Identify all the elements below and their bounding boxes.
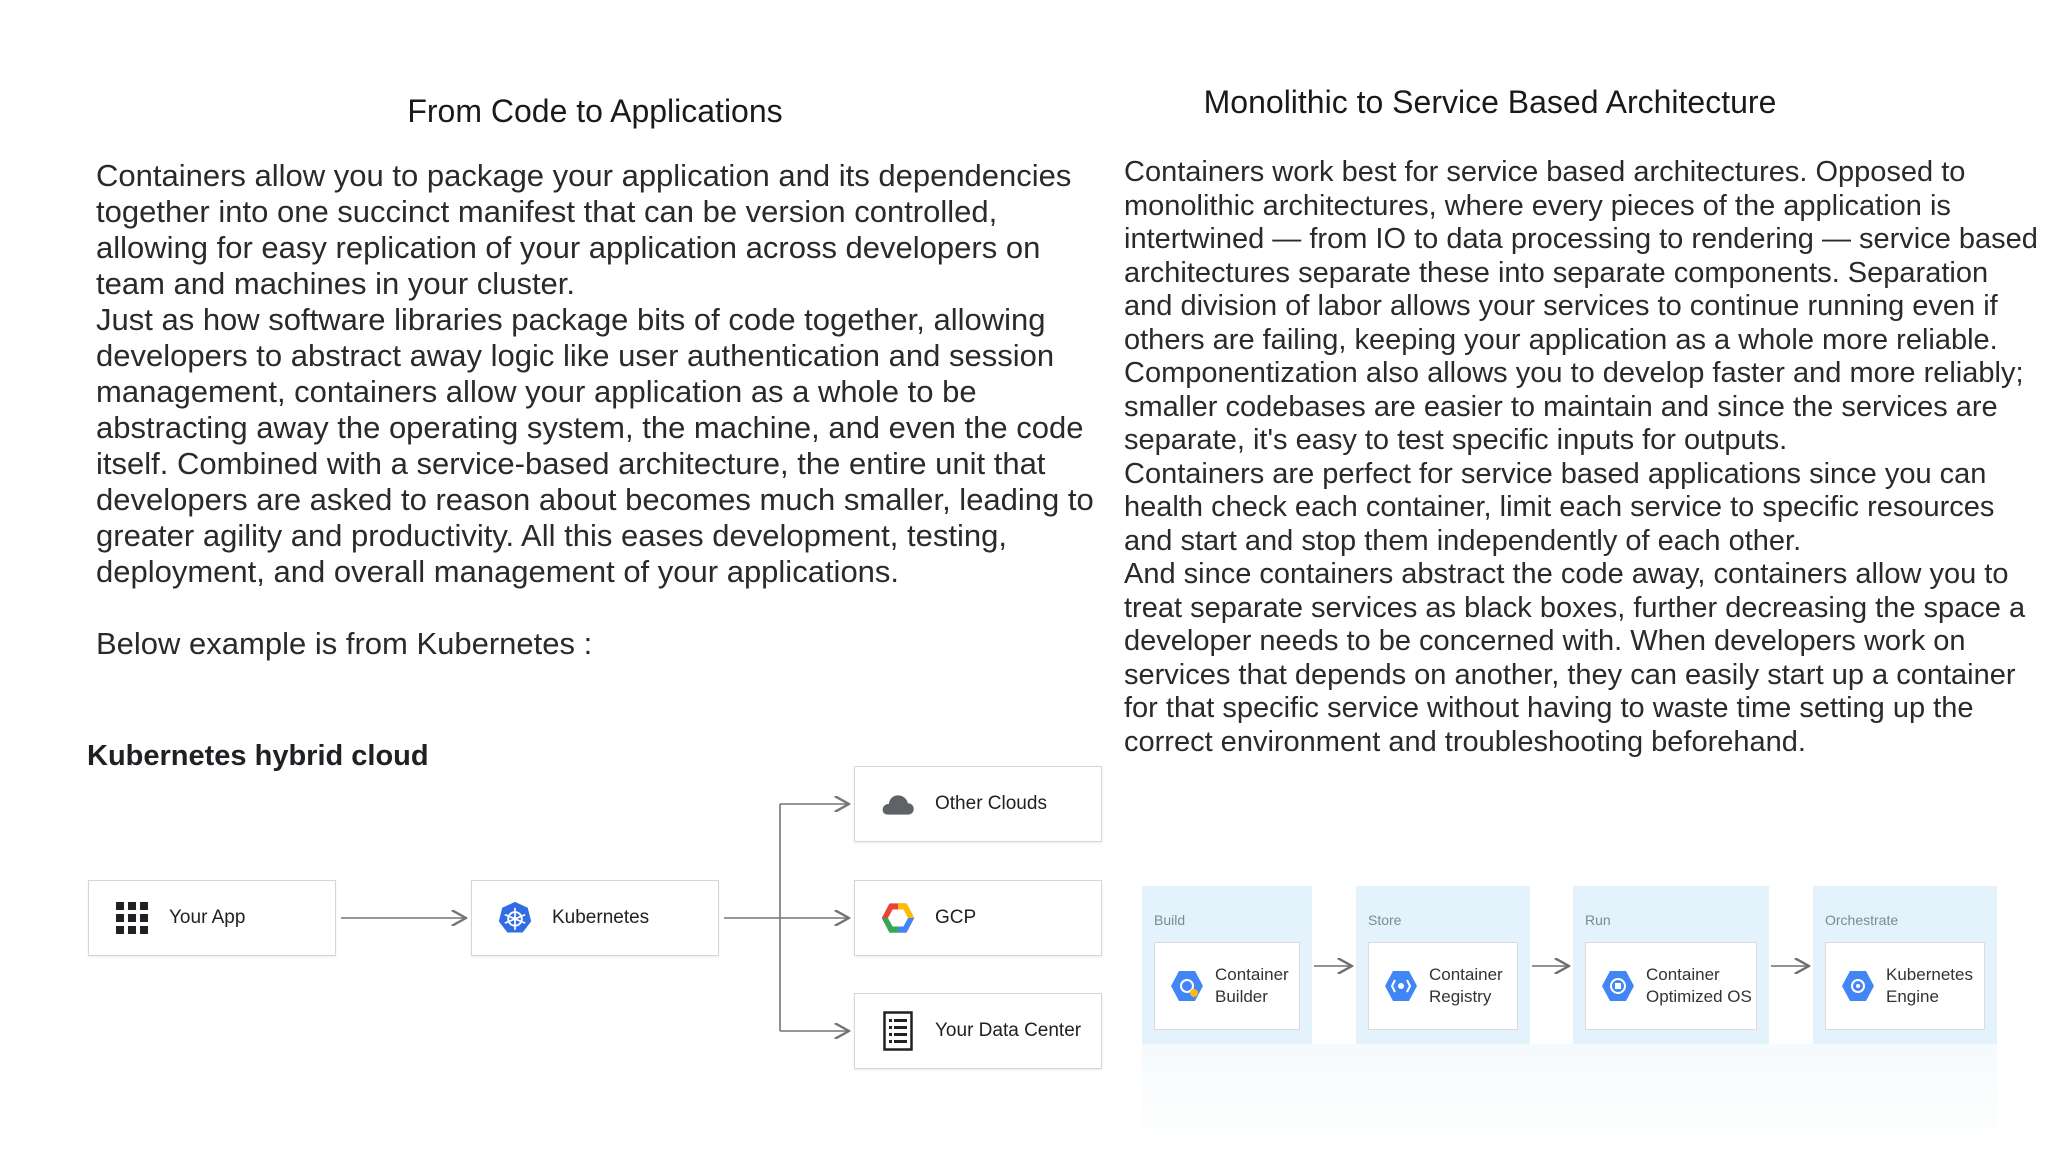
right-column-title: Monolithic to Service Based Architecture [1203, 84, 1777, 120]
node-label: GCP [935, 907, 977, 928]
stage-card [1368, 942, 1518, 1030]
stage-card [1154, 942, 1300, 1030]
kubernetes-engine-icon [1840, 968, 1876, 1004]
node-other-clouds [854, 766, 1102, 842]
stage-card-label: Container Optimized OS [1646, 965, 1752, 1006]
left-paragraph-1: Containers allow you to package your application and its dependencies together into one succinct manifest that can be version controlled, allowing for easy replication of your application across developers on team and machines in your cluster. [96, 158, 1072, 301]
stage-build [1142, 886, 1312, 1044]
stage-label: Build [1154, 912, 1186, 928]
container-optimized-os-icon [1600, 968, 1636, 1004]
kubernetes-helm-icon [498, 901, 532, 935]
stage-card-label: Kubernetes Engine [1886, 965, 1973, 1006]
right-paragraph-1: Containers work best for service based architectures. Opposed to monolithic architectures, where every pieces of the application is intertwined — from IO to data processing to rendering — service based architectures separate these into separate components. Separation and division of labor allows your services to continue running even if others are failing, keeping your application as a whole more reliable. [1124, 156, 2038, 356]
stage-run [1573, 886, 1769, 1044]
node-kubernetes [471, 880, 719, 956]
right-paragraph-4: And since containers abstract the code away, containers allow you to treat separate services as black boxes, further decreasing the space a developer needs to be concerned with. When developers work on services that depends on another, they can easily start up a container for that specific service without having to waste time setting up the correct environment and troubleshooting beforehand. [1124, 558, 2026, 758]
right-paragraph-3: Containers are perfect for service based applications since you can health check each container, limit each service to specific resources and start and stop them independently of each other. [1124, 457, 1995, 557]
node-your-app [88, 880, 336, 956]
left-paragraph-3: Below example is from Kubernetes : [96, 626, 593, 661]
left-paragraph-2: Just as how software libraries package bits of code together, allowing developers to abstract away logic like user authentication and session management, containers allow your application as a whole to be abstracting away the operating system, the machine, and even the code itself. Combined with a service-based architecture, the entire unit that developers are asked to reason about becomes much smaller, leading to greater agility and productivity. All this eases development, testing, deployment, and overall management of your applications. [96, 302, 1094, 589]
stage-label: Store [1368, 912, 1402, 928]
stage-label: Run [1585, 912, 1611, 928]
stage-orchestrate [1813, 886, 1997, 1044]
left-column-body [96, 158, 1096, 662]
node-label: Other Clouds [935, 793, 1047, 814]
right-column-body [1124, 156, 2044, 759]
left-column-title: From Code to Applications [407, 93, 783, 129]
node-label: Your Data Center [935, 1020, 1082, 1041]
stage-card [1585, 942, 1757, 1030]
server-icon [881, 1014, 915, 1048]
stage-label: Orchestrate [1825, 912, 1899, 928]
node-label: Your App [169, 907, 246, 928]
node-gcp [854, 880, 1102, 956]
hybrid-cloud-title: Kubernetes hybrid cloud [87, 740, 429, 772]
cloud-icon [881, 787, 915, 821]
grid-icon [115, 901, 149, 935]
stage-card-label: Container Registry [1429, 965, 1503, 1006]
container-builder-icon [1169, 968, 1205, 1004]
right-paragraph-2: Componentization also allows you to develop faster and more reliably; smaller codebases are easier to maintain and since the services are separate, it's easy to test specific inputs for outputs. [1124, 357, 2024, 456]
node-data-center [854, 993, 1102, 1069]
container-registry-icon [1383, 968, 1419, 1004]
pipeline-background [1142, 1044, 1997, 1152]
stage-card [1825, 942, 1985, 1030]
gcp-hexagon-icon [881, 901, 915, 935]
stage-card-label: Container Builder [1215, 965, 1289, 1006]
stage-store [1356, 886, 1530, 1044]
node-label: Kubernetes [552, 907, 650, 928]
